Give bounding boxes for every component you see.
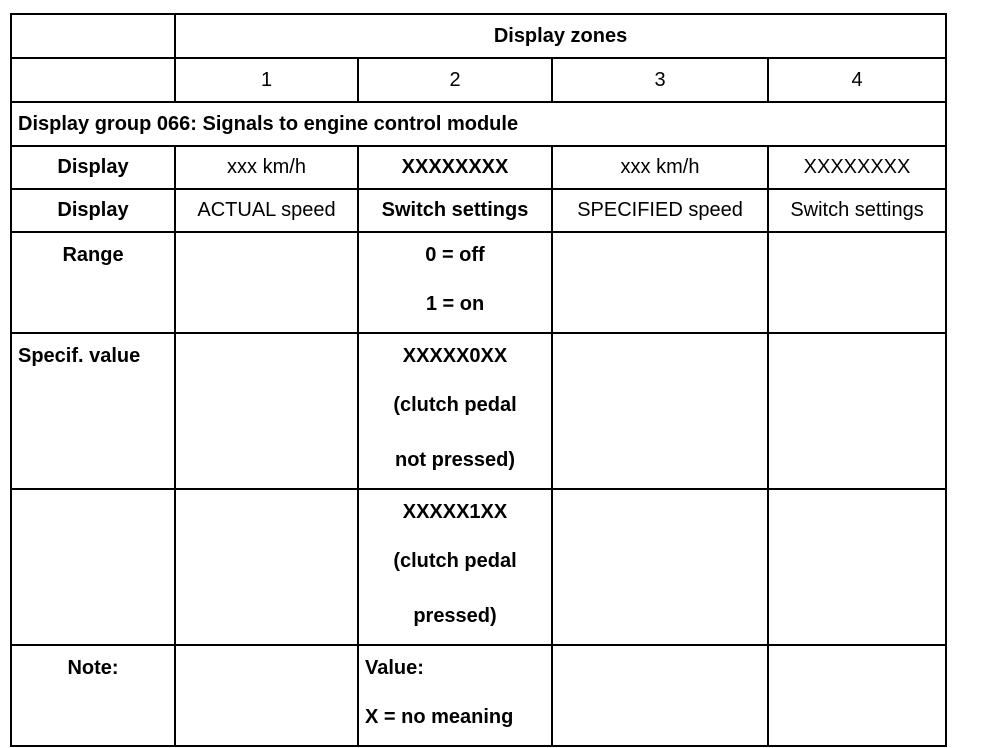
empty-cell <box>175 333 358 489</box>
header-row <box>11 14 946 58</box>
display-group-title: Display group 066: Signals to engine control module <box>11 102 946 146</box>
specif-line: XXXXX1XX <box>402 501 508 523</box>
specif-value-row-2 <box>11 489 946 645</box>
row-label-display: Display <box>11 146 175 189</box>
group-title-row <box>11 102 946 146</box>
empty-corner-cell <box>11 14 175 58</box>
cell-zone-2: Switch settings <box>358 189 552 232</box>
range-line: 1 = on <box>425 293 485 315</box>
specif-line: (clutch pedal <box>393 550 517 572</box>
display-group-table <box>10 13 947 747</box>
empty-cell <box>552 489 768 645</box>
empty-cell <box>552 645 768 746</box>
zone-numbers-row <box>11 58 946 102</box>
range-line: 0 = off <box>425 244 485 266</box>
display-row-values <box>11 146 946 189</box>
zone-number-1: 1 <box>175 58 358 102</box>
specif-line: XXXXX0XX <box>402 345 508 367</box>
specif-value-row-1 <box>11 333 946 489</box>
cell-zone-1: ACTUAL speed <box>175 189 358 232</box>
specif-line: (clutch pedal <box>393 394 517 416</box>
specif-line: pressed) <box>413 605 497 627</box>
note-line: X = no meaning <box>365 706 514 728</box>
empty-cell <box>768 333 946 489</box>
empty-cell <box>175 645 358 746</box>
cell-zone-2: XXXXXXXX <box>358 146 552 189</box>
cell-zone-3: SPECIFIED speed <box>552 189 768 232</box>
zone-number-3: 3 <box>552 58 768 102</box>
zone-number-4: 4 <box>768 58 946 102</box>
empty-cell <box>552 232 768 333</box>
display-zones-header: Display zones <box>175 14 946 58</box>
row-label-note: Note: <box>11 645 175 746</box>
range-zone-2 <box>358 232 552 333</box>
cell-zone-4: Switch settings <box>768 189 946 232</box>
cell-zone-1: xxx km/h <box>175 146 358 189</box>
empty-cell <box>11 58 175 102</box>
zone-number-2: 2 <box>358 58 552 102</box>
specif-value-zone-2 <box>358 489 552 645</box>
specif-value-zone-2 <box>358 333 552 489</box>
row-label-range: Range <box>11 232 175 333</box>
empty-cell <box>175 489 358 645</box>
display-row-names <box>11 189 946 232</box>
empty-cell <box>175 232 358 333</box>
empty-cell <box>768 232 946 333</box>
range-row <box>11 232 946 333</box>
empty-cell <box>768 489 946 645</box>
note-line: Value: <box>365 657 424 679</box>
cell-zone-4: XXXXXXXX <box>768 146 946 189</box>
empty-cell <box>768 645 946 746</box>
cell-zone-3: xxx km/h <box>552 146 768 189</box>
row-label-specif-value: Specif. value <box>11 333 175 489</box>
row-label-display: Display <box>11 189 175 232</box>
note-zone-2 <box>358 645 552 746</box>
empty-cell <box>552 333 768 489</box>
specif-line: not pressed) <box>394 449 516 471</box>
note-row <box>11 645 946 746</box>
empty-label-cell <box>11 489 175 645</box>
